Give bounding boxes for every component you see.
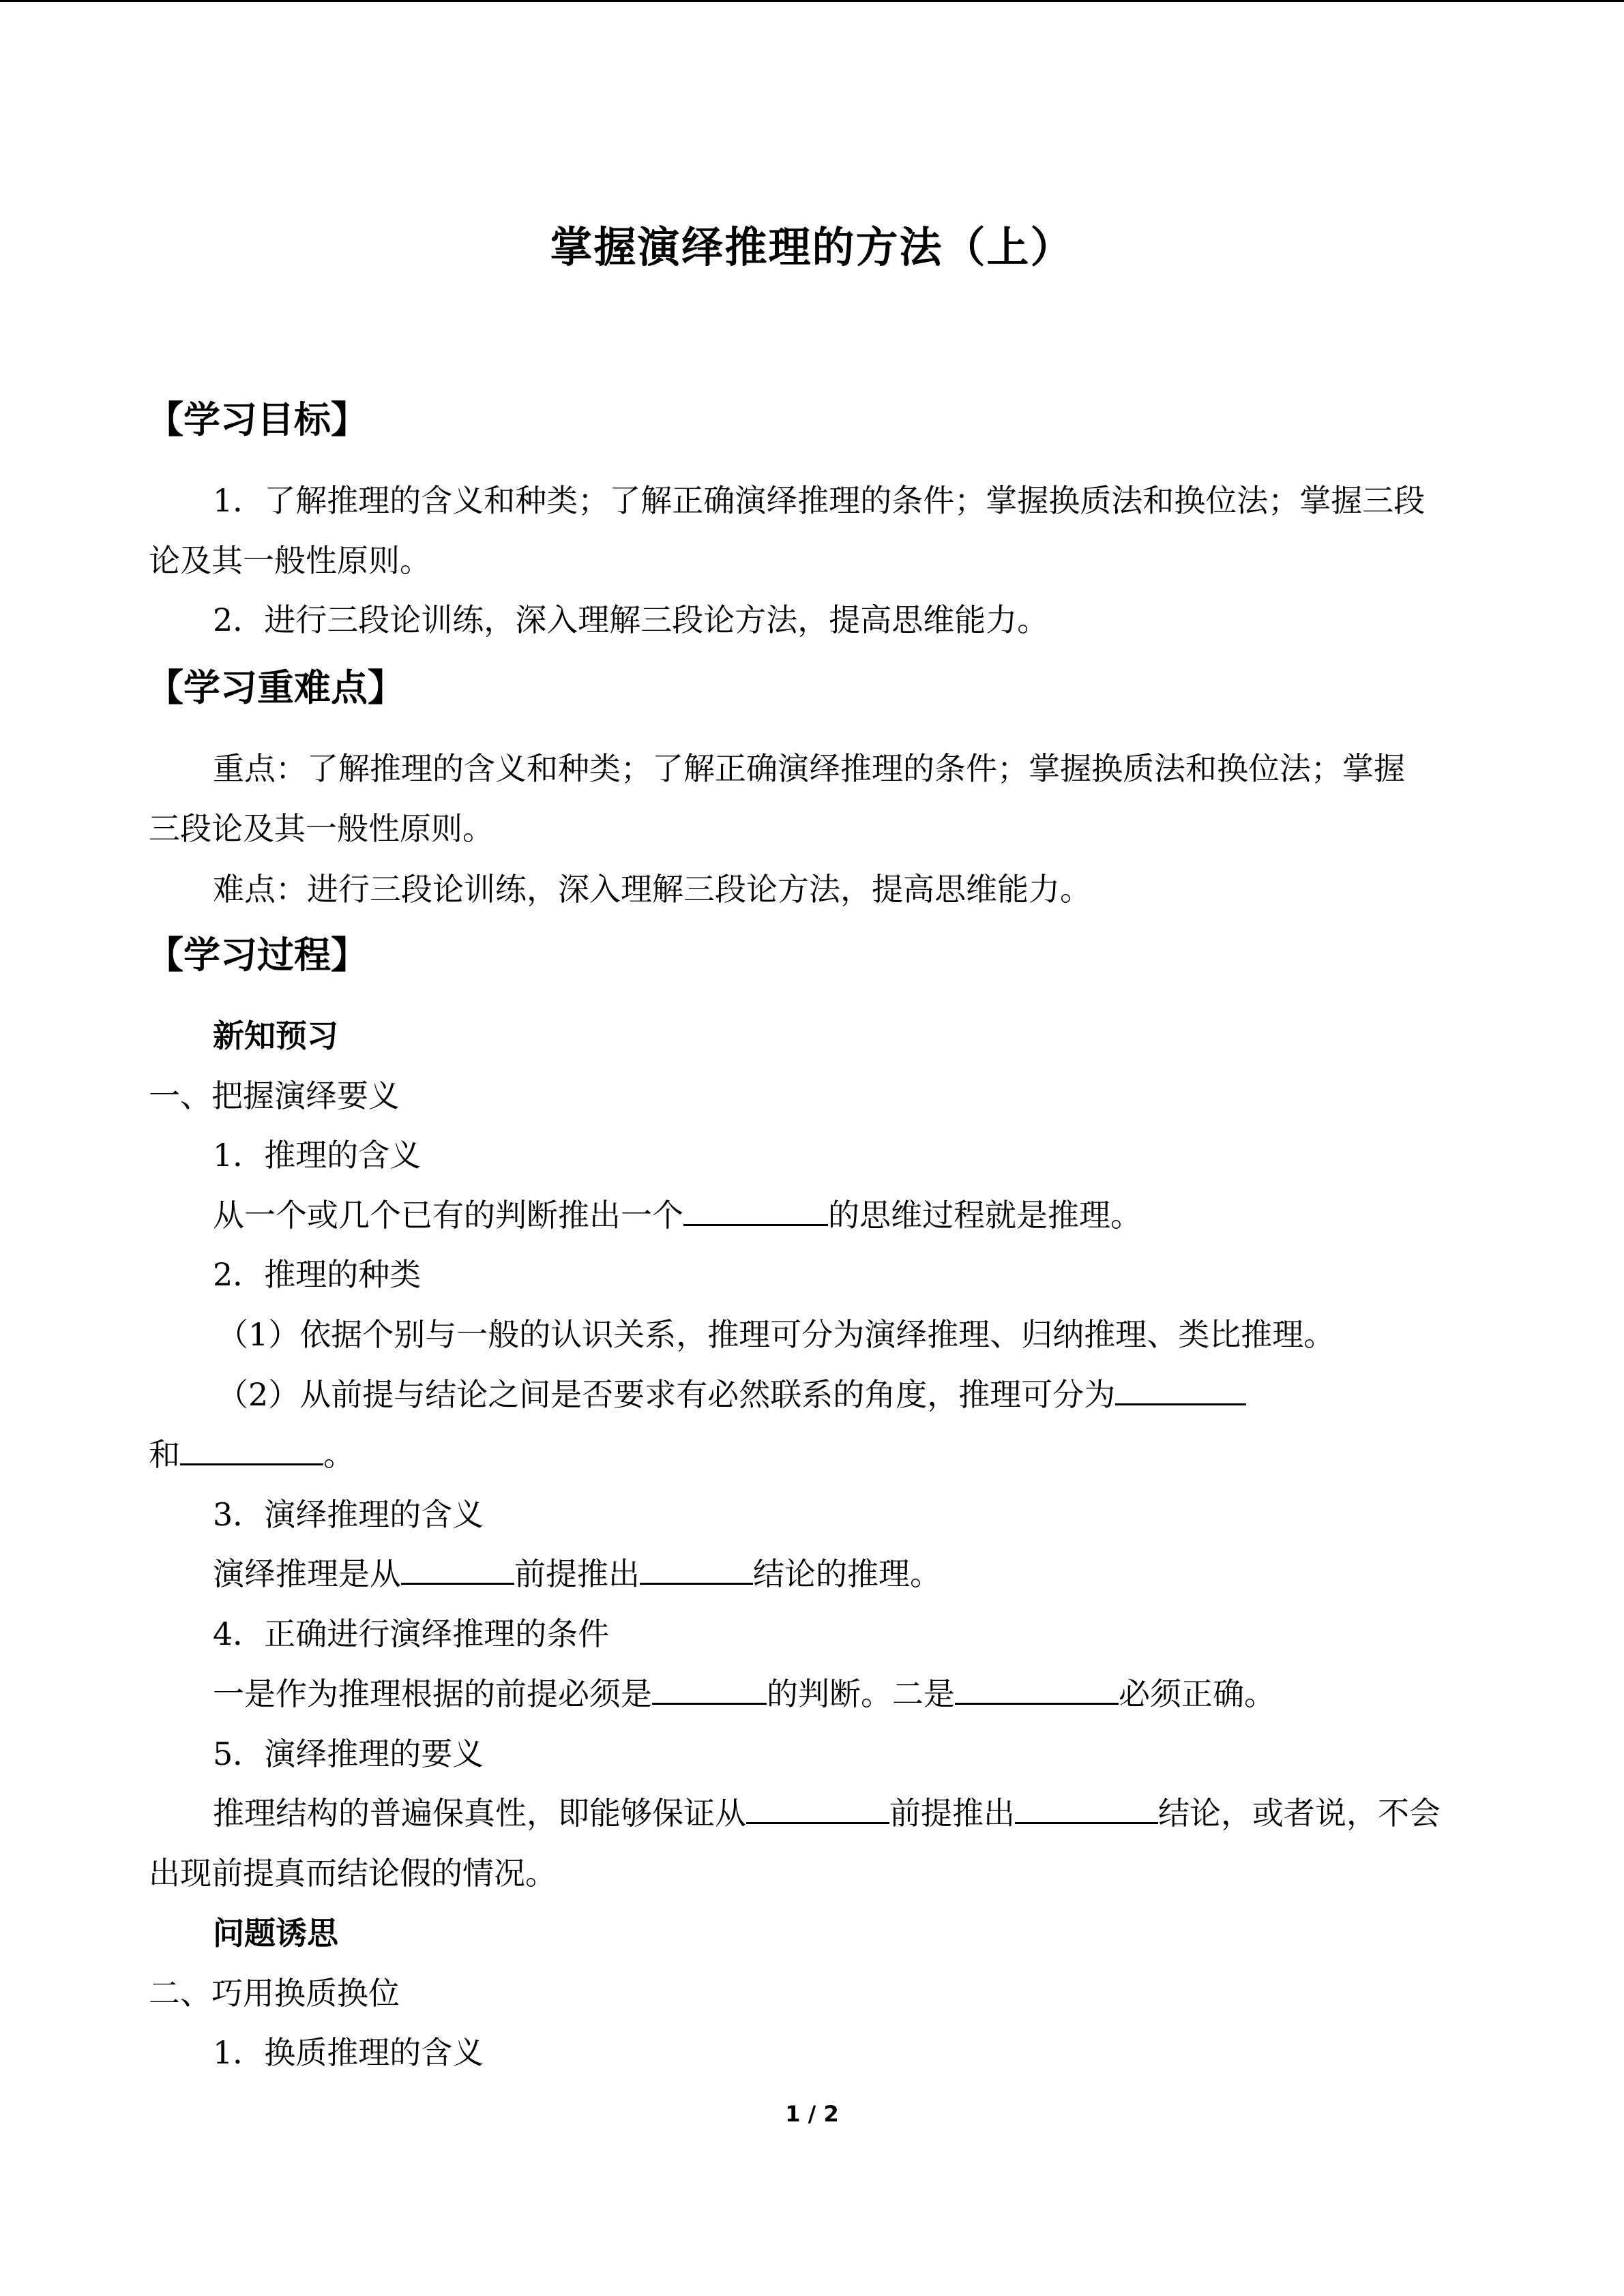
fill-blank[interactable] (652, 1675, 767, 1705)
page-number: 1 / 2 (785, 2101, 839, 2127)
s1-3-title: 3．演绎推理的含义 (213, 1496, 484, 1533)
fill-blank[interactable] (1015, 1795, 1158, 1824)
fill-blank[interactable] (955, 1675, 1119, 1705)
heading-keypoints: 【学习重难点】 (147, 666, 404, 709)
preview-label: 新知预习 (213, 1017, 338, 1054)
s1-5-sentence-line-2: 出现前提真而结论假的情况。 (149, 1855, 557, 1892)
heading-process: 【学习过程】 (147, 934, 368, 976)
s1-4-text-a: 一是作为推理根据的前提必须是 (213, 1675, 652, 1712)
s1-2-p1: （1）依据个别与一般的认识关系，推理可分为演绎推理、归纳推理、类比推理。 (217, 1316, 1335, 1353)
s1-5-text-a: 推理结构的普遍保真性，即能够保证从 (213, 1795, 746, 1832)
fill-blank[interactable] (180, 1436, 323, 1465)
section-1-title: 一、把握演绎要义 (149, 1077, 400, 1114)
s1-3-sentence (213, 1549, 941, 1594)
s1-4-text-c: 必须正确。 (1119, 1675, 1275, 1712)
s1-4-text-b: 的判断。二是 (767, 1675, 955, 1712)
s1-3-text-a: 演绎推理是从 (213, 1555, 401, 1592)
s1-1-sentence (213, 1191, 1142, 1236)
s1-3-text-b: 前提推出 (514, 1555, 640, 1592)
goal-item-1-line-2: 论及其一般性原则。 (149, 542, 431, 579)
s1-1-text-b: 的思维过程就是推理。 (828, 1197, 1142, 1234)
s1-2-p2-text-c: 。 (323, 1436, 355, 1473)
s1-5-sentence-line-1 (213, 1789, 1441, 1834)
s1-3-text-c: 结论的推理。 (753, 1555, 941, 1592)
s1-5-text-b: 前提推出 (889, 1795, 1015, 1832)
s2-1-title: 1．换质推理的含义 (213, 2034, 484, 2071)
inquiry-label: 问题诱思 (213, 1915, 338, 1952)
s1-2-title: 2．推理的种类 (213, 1256, 422, 1293)
fill-blank[interactable] (746, 1795, 889, 1824)
s1-2-p2-text-b: 和 (149, 1436, 180, 1473)
goal-item-1-line-1: 1．了解推理的含义和种类；了解正确演绎推理的条件；掌握换质法和换位法；掌握三段 (213, 482, 1426, 519)
s1-4-title: 4．正确进行演绎推理的条件 (213, 1615, 610, 1652)
fill-blank[interactable] (1115, 1376, 1246, 1405)
s1-1-title: 1．推理的含义 (213, 1137, 422, 1174)
s1-1-text-a: 从一个或几个已有的判断推出一个 (213, 1197, 683, 1234)
fill-blank[interactable] (683, 1197, 828, 1226)
heading-goals: 【学习目标】 (147, 398, 368, 441)
keypoint-focus-line-1: 重点：了解推理的含义和种类；了解正确演绎推理的条件；掌握换质法和换位法；掌握 (213, 750, 1405, 787)
fill-blank[interactable] (640, 1555, 753, 1585)
page-title: 掌握演绎推理的方法（上） (550, 222, 1074, 272)
section-2-title: 二、巧用换质换位 (149, 1975, 400, 2012)
s1-4-sentence (213, 1669, 1275, 1714)
s1-5-title: 5．演绎推理的要义 (213, 1735, 484, 1772)
fill-blank[interactable] (401, 1555, 514, 1585)
keypoint-difficulty: 难点：进行三段论训练，深入理解三段论方法，提高思维能力。 (213, 871, 1091, 908)
keypoint-focus-line-2: 三段论及其一般性原则。 (149, 810, 494, 847)
s1-5-text-c: 结论，或者说，不会 (1158, 1795, 1441, 1832)
s1-2-p2-text-a: （2）从前提与结论之间是否要求有必然联系的角度，推理可分为 (217, 1376, 1116, 1413)
s1-2-p2-line-1 (217, 1370, 1246, 1415)
s1-2-p2-line-2 (149, 1430, 355, 1475)
goal-item-2: 2．进行三段论训练，深入理解三段论方法，提高思维能力。 (213, 601, 1049, 638)
